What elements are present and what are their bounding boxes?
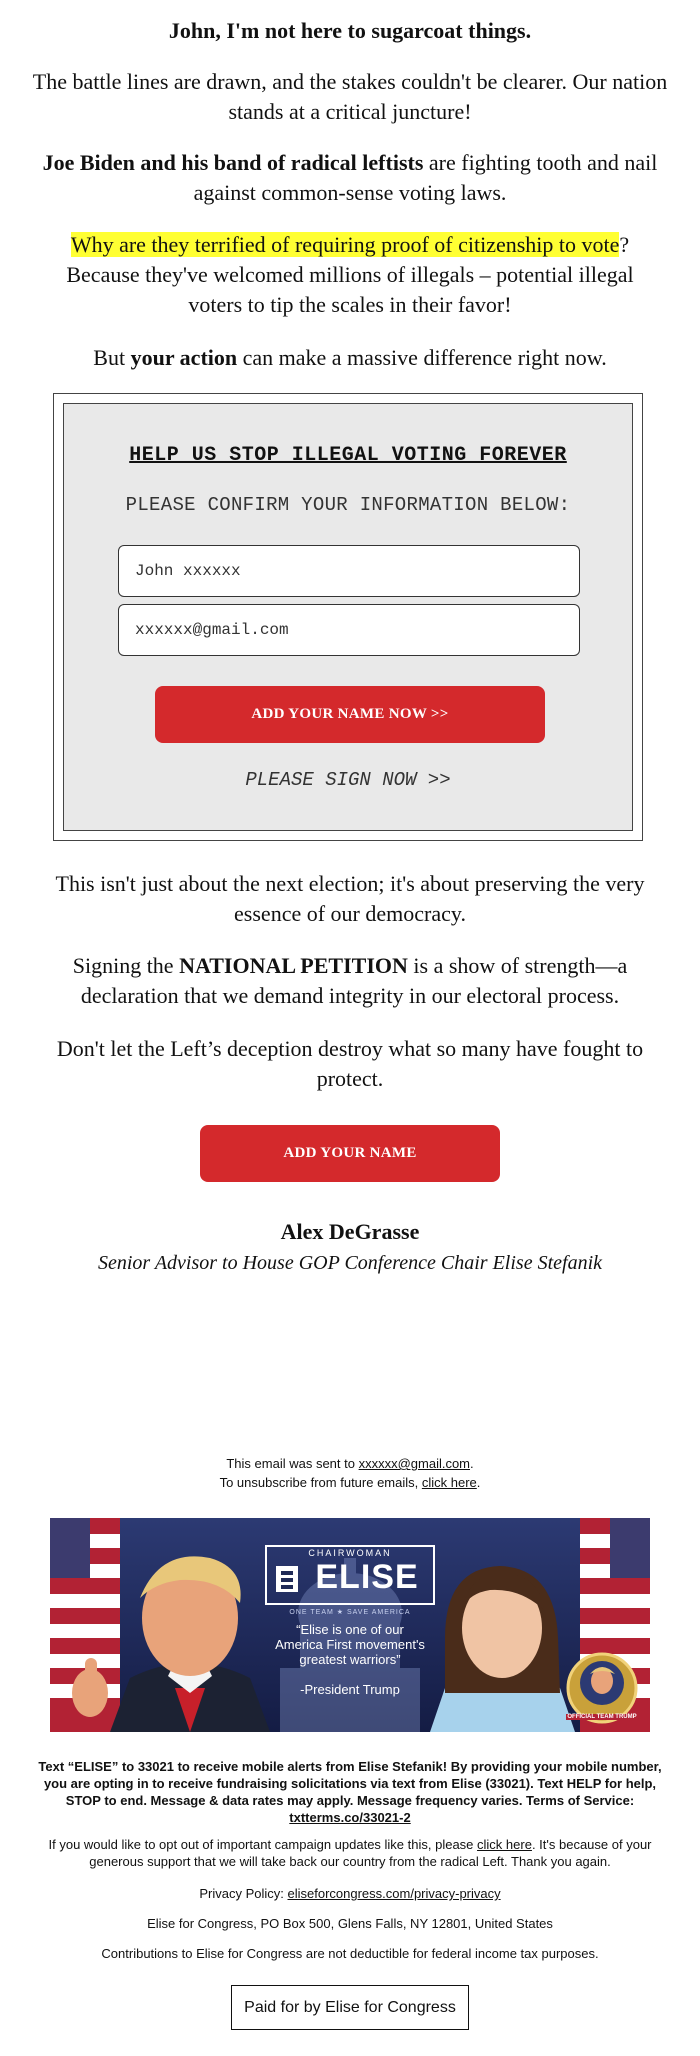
paid-for-box: Paid for by Elise for Congress xyxy=(231,1985,469,2030)
banner-elise: ELISE xyxy=(315,1558,419,1596)
recipient-email-link[interactable]: xxxxxx@gmail.com xyxy=(358,1456,471,1471)
campaign-banner[interactable] xyxy=(50,1518,650,1732)
optout-post: . It's because of your generous support that we will take back our country from the radical Left. Thank you again. xyxy=(89,1837,652,1869)
unsub-post: . xyxy=(476,1475,481,1490)
tax-disclaimer: Contributions to Elise for Congress are not deductible for federal income tax purposes. xyxy=(101,1946,599,1961)
intro-p4-bold: your action xyxy=(130,345,238,370)
unsubscribe-line xyxy=(0,1474,700,1491)
body-paragraph-7: Don't let the Left’s deception destroy what so many have fought to protect. xyxy=(56,1036,644,1091)
intro-paragraph-2 xyxy=(0,148,700,208)
sms-terms-link[interactable]: txtterms.co/33021-2 xyxy=(289,1810,411,1825)
form-heading: HELP US STOP ILLEGAL VOTING FOREVER xyxy=(129,444,567,467)
intro-p2-bold: Joe Biden and his band of radical leftists xyxy=(42,150,424,175)
banner-chairwoman: CHAIRWOMAN xyxy=(308,1548,392,1558)
signature-title: Senior Advisor to House GOP Conference Chair Elise Stefanik xyxy=(97,1252,602,1274)
privacy-pre: Privacy Policy: xyxy=(199,1886,288,1901)
intro-paragraph-4 xyxy=(0,343,700,373)
privacy-policy-link[interactable]: eliseforcongress.com/privacy-privacy xyxy=(287,1886,501,1901)
body-p6-pre: Signing the xyxy=(72,953,180,978)
unsubscribe-link[interactable]: click here xyxy=(421,1475,477,1490)
optout-text xyxy=(0,1836,700,1870)
sign-now-link[interactable]: PLEASE SIGN NOW >> xyxy=(245,769,451,791)
intro-paragraph-3 xyxy=(0,230,700,320)
sms-optin-text xyxy=(0,1758,700,1826)
intro-p4-post: can make a massive difference right now. xyxy=(237,345,607,370)
add-name-now-button[interactable]: ADD YOUR NAME NOW >> xyxy=(155,686,545,743)
form-subheading: PLEASE CONFIRM YOUR INFORMATION BELOW: xyxy=(125,494,571,516)
banner-badge-text: OFFICIAL TEAM TRUMP xyxy=(567,1714,637,1720)
banner-attribution: -President Trump xyxy=(300,1682,400,1697)
sent-to-pre: This email was sent to xyxy=(226,1456,359,1471)
mailing-address: Elise for Congress, PO Box 500, Glens Falls, NY 12801, United States xyxy=(147,1916,553,1931)
body-paragraph-6 xyxy=(0,951,700,1011)
unsub-pre: To unsubscribe from future emails, xyxy=(219,1475,422,1490)
signature-name: Alex DeGrasse xyxy=(280,1219,420,1244)
sent-to-post: . xyxy=(470,1456,474,1471)
national-petition-bold: NATIONAL PETITION xyxy=(179,953,408,978)
intro-paragraph-1: The battle lines are drawn, and the stakes couldn't be clearer. Our nation stands at a critical juncture! xyxy=(32,69,668,124)
banner-tagline: ONE TEAM ★ SAVE AMERICA xyxy=(289,1609,411,1616)
banner-quote: “Elise is one of our America First movement's greatest warriors” xyxy=(275,1622,425,1667)
add-your-name-button[interactable]: ADD YOUR NAME xyxy=(200,1125,500,1182)
optout-link[interactable]: click here xyxy=(477,1837,532,1852)
optout-pre: If you would like to opt out of important campaign updates like this, please xyxy=(48,1837,478,1852)
team-trump-badge-icon xyxy=(568,1654,636,1722)
intro-p4-pre: But xyxy=(93,345,131,370)
intro-p3-rest: ? Because they've welcomed millions of illegals – potential illegal voters to tip the scales in their favor! xyxy=(66,232,634,317)
body-paragraph-5: This isn't just about the next election; it's about preserving the very essence of our democracy. xyxy=(55,871,645,926)
sent-to-line xyxy=(0,1455,700,1472)
body-p6-post: is a show of strength—a declaration that we demand integrity in our electoral process. xyxy=(80,953,628,1008)
highlighted-question: Why are they terrified of requiring proof of citizenship to vote xyxy=(70,232,620,257)
name-input[interactable]: John xxxxxx xyxy=(118,545,580,597)
sms-text: Text “ELISE” to 33021 to receive mobile alerts from Elise Stefanik! By providing your mobile number, you are opting in to receive fundraising solicitations via text from Elise (33021). Text HELP for help, STOP to end. Message & data rates may apply. Message frequency varies. Terms of Service: xyxy=(38,1759,662,1808)
email-input[interactable]: xxxxxx@gmail.com xyxy=(118,604,580,656)
privacy-line xyxy=(0,1885,700,1902)
greeting: John, I'm not here to sugarcoat things. xyxy=(168,18,532,43)
intro-p2-rest: are fighting tooth and nail against common-sense voting laws. xyxy=(193,150,658,205)
